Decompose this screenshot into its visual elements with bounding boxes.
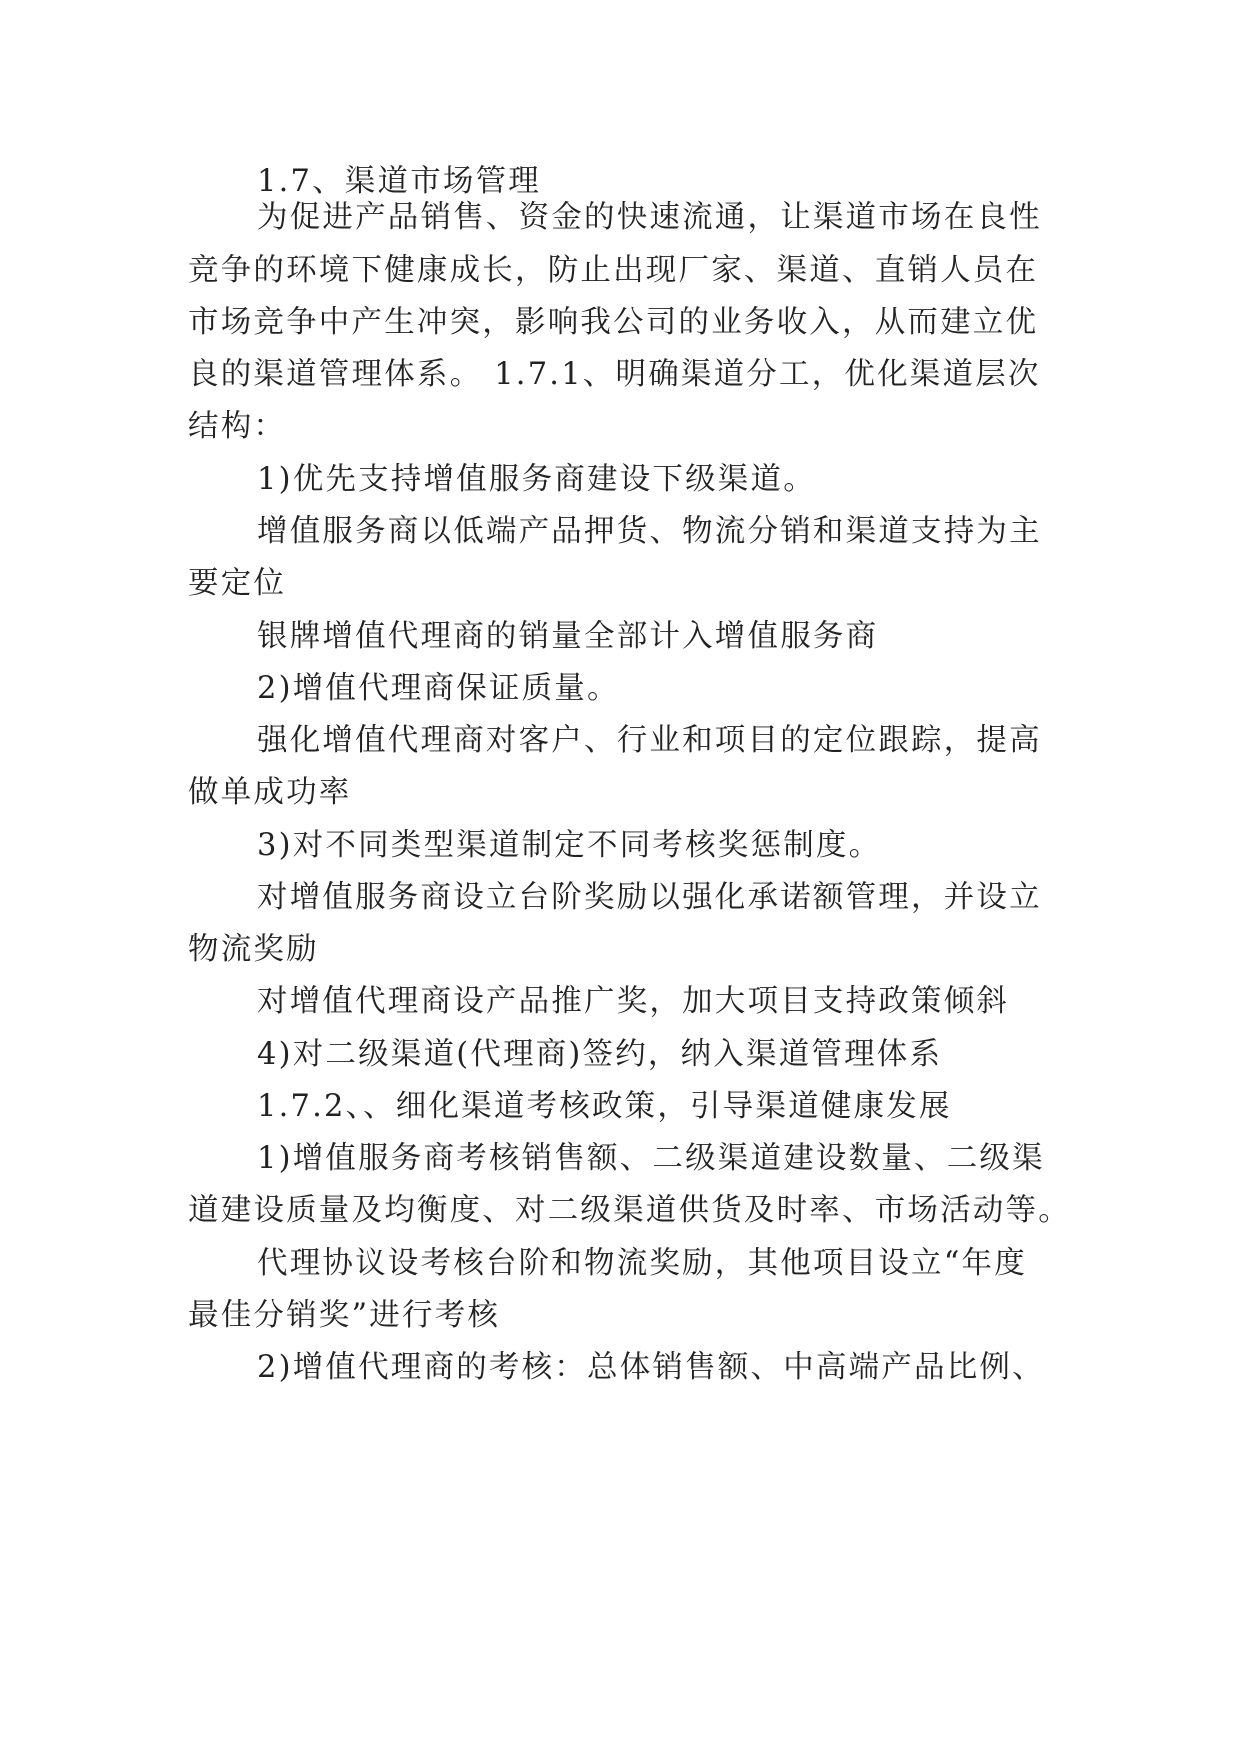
paragraph-line: 做单成功率: [188, 775, 352, 810]
paragraph-line: 最佳分销奖”进行考核: [188, 1298, 501, 1333]
section-heading: 1.7、渠道市场管理: [257, 164, 542, 199]
paragraph-line: 银牌增值代理商的销量全部计入增值服务商: [257, 619, 879, 654]
paragraph-line: 增值服务商以低端产品押货、物流分销和渠道支持为主: [257, 514, 1042, 549]
paragraph-line: 代理协议设考核台阶和物流奖励，其他项目设立“年度: [257, 1246, 1027, 1281]
paragraph-line: 道建设质量及均衡度、对二级渠道供货及时率、市场活动等。: [188, 1193, 1071, 1228]
paragraph-line: 2)增值代理商的考核：总体销售额、中高端产品比例、: [257, 1350, 1045, 1385]
paragraph-line: 良的渠道管理体系。 1.7.1、明确渠道分工，优化渠道层次: [188, 357, 1041, 392]
paragraph-line: 结构：: [188, 409, 287, 444]
paragraph-line: 要定位: [188, 566, 287, 601]
paragraph-line: 1)增值服务商考核销售额、二级渠道建设数量、二级渠: [257, 1141, 1045, 1176]
paragraph-line: 物流奖励: [188, 932, 319, 967]
paragraph-line: 3)对不同类型渠道制定不同考核奖惩制度。: [257, 828, 882, 863]
paragraph-line: 1)优先支持增值服务商建设下级渠道。: [257, 462, 816, 497]
paragraph-line: 对增值服务商设立台阶奖励以强化承诺额管理，并设立: [257, 880, 1042, 915]
paragraph-line: 2)增值代理商保证质量。: [257, 671, 620, 706]
paragraph-line: 市场竞争中产生冲突，影响我公司的业务收入，从而建立优: [188, 305, 1039, 340]
paragraph-line: 竞争的环境下健康成长，防止出现厂家、渠道、直销人员在: [188, 253, 1039, 288]
paragraph-line: 为促进产品销售、资金的快速流通，让渠道市场在良性: [257, 200, 1042, 235]
paragraph-line: 1.7.2、、细化渠道考核政策，引导渠道健康发展: [257, 1089, 952, 1124]
paragraph-line: 对增值代理商设产品推广奖，加大项目支持政策倾斜: [257, 984, 1010, 1019]
paragraph-line: 强化增值代理商对客户、行业和项目的定位跟踪，提高: [257, 723, 1042, 758]
paragraph-line: 4)对二级渠道(代理商)签约，纳入渠道管理体系: [257, 1037, 943, 1072]
